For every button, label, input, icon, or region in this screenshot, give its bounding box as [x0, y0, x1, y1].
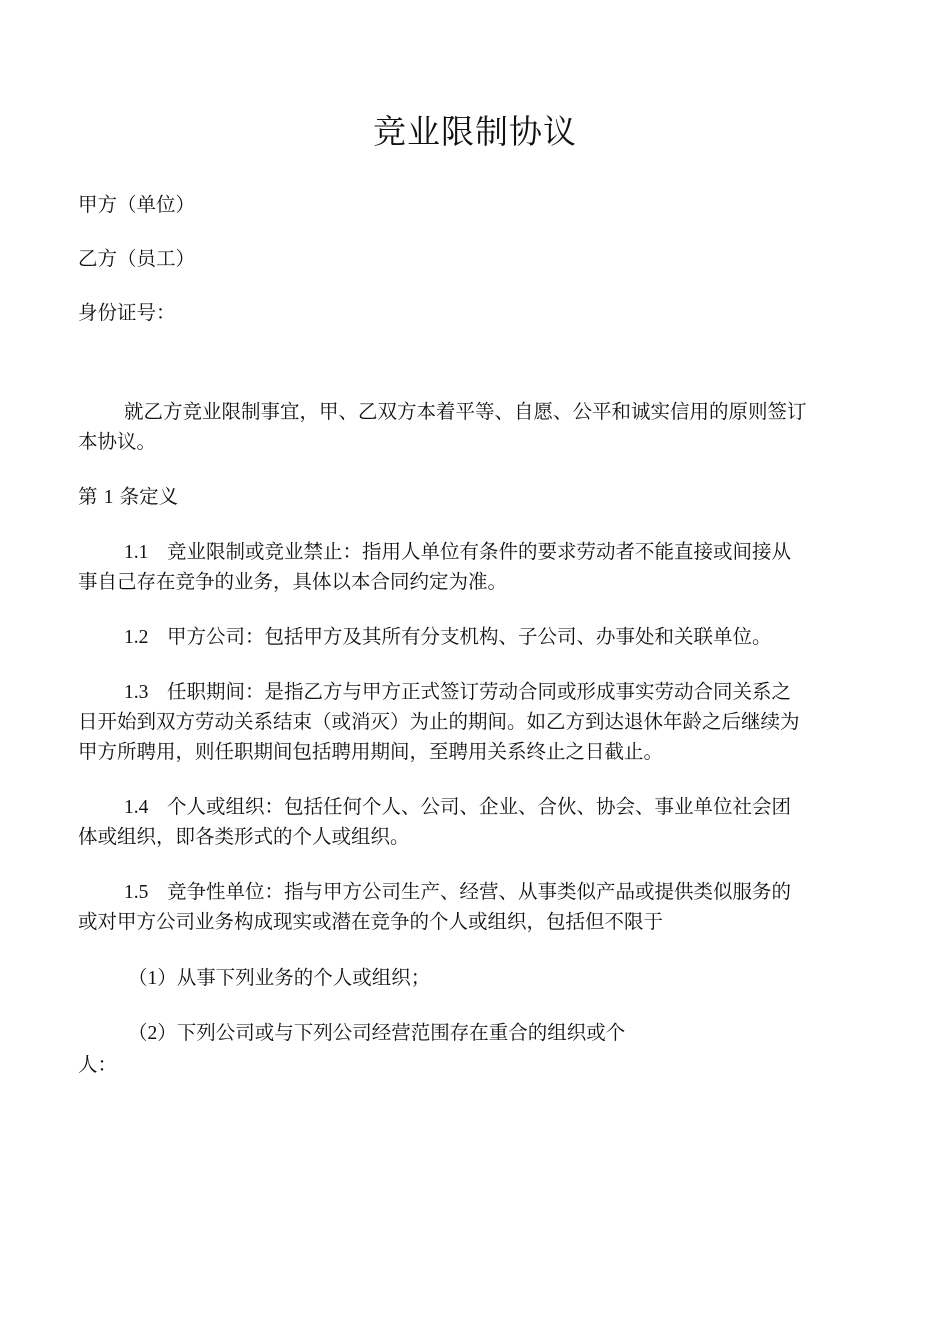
clause-text: 竞争性单位：指与甲方公司生产、经营、从事类似产品或提供类似服务的: [166, 880, 791, 903]
clause-1-3-line-2: 日开始到双方劳动关系结束（或消灭）为止的期间。如乙方到达退休年龄之后继续为: [78, 710, 800, 733]
item-number: 1: [147, 968, 158, 989]
id-number-label: 身份证号：: [78, 301, 176, 324]
item-2-continuation: 人：: [78, 1053, 118, 1076]
clause-number: 1.4: [124, 797, 149, 818]
article-heading-suffix: 条定义: [119, 485, 179, 508]
article-heading-prefix: 第: [78, 485, 98, 508]
clause-1-1-line-1: [124, 537, 791, 568]
party-a-label: 甲方（单位）: [78, 193, 196, 216]
item-text: 从事下列业务的个人或组织；: [176, 966, 431, 989]
intro-line-2: 本协议。: [78, 430, 157, 453]
clause-text: 个人或组织：包括任何个人、公司、企业、合伙、协会、事业单位社会团: [166, 795, 791, 818]
clause-1-4-line-1: [124, 792, 791, 823]
clause-1-1-line-2: 事自己存在竞争的业务，具体以本合同约定为准。: [78, 570, 508, 593]
item-2: （2）下列公司或与下列公司经营范围存在重合的组织或个: [128, 1021, 626, 1044]
clause-1-5-line-1: [124, 877, 791, 908]
clause-number: 1.5: [124, 882, 149, 903]
article-number: 1: [103, 487, 114, 508]
article-1-heading: [78, 482, 178, 513]
clause-1-5-line-2: 或对甲方公司业务构成现实或潜在竞争的个人或组织，包括但不限于: [78, 910, 664, 933]
item-text: 下列公司或与下列公司经营范围存在重合的组织或个: [176, 1021, 626, 1044]
clause-number: 1.1: [124, 542, 149, 563]
party-b-label: 乙方（员工）: [78, 247, 196, 270]
clause-1-2-line-1: [124, 622, 772, 653]
clause-text: 竞业限制或竞业禁止：指用人单位有条件的要求劳动者不能直接或间接从: [166, 540, 791, 563]
clause-text: 甲方公司：包括甲方及其所有分支机构、子公司、办事处和关联单位。: [166, 625, 772, 648]
item-1: （1）从事下列业务的个人或组织；: [128, 966, 431, 989]
document-title: 竞业限制协议: [373, 112, 577, 151]
clause-number: 1.3: [124, 682, 149, 703]
clause-1-3-line-1: [124, 677, 791, 708]
intro-line-1: 就乙方竞业限制事宜，甲、乙双方本着平等、自愿、公平和诚实信用的原则签订: [124, 400, 807, 423]
clause-number: 1.2: [124, 627, 149, 648]
clause-text: 任职期间：是指乙方与甲方正式签订劳动合同或形成事实劳动合同关系之: [166, 680, 791, 703]
clause-1-3-line-3: 甲方所聘用，则任职期间包括聘用期间，至聘用关系终止之日截止。: [78, 740, 664, 763]
item-number: 2: [147, 1023, 158, 1044]
clause-1-4-line-2: 体或组织，即各类形式的个人或组织。: [78, 825, 410, 848]
